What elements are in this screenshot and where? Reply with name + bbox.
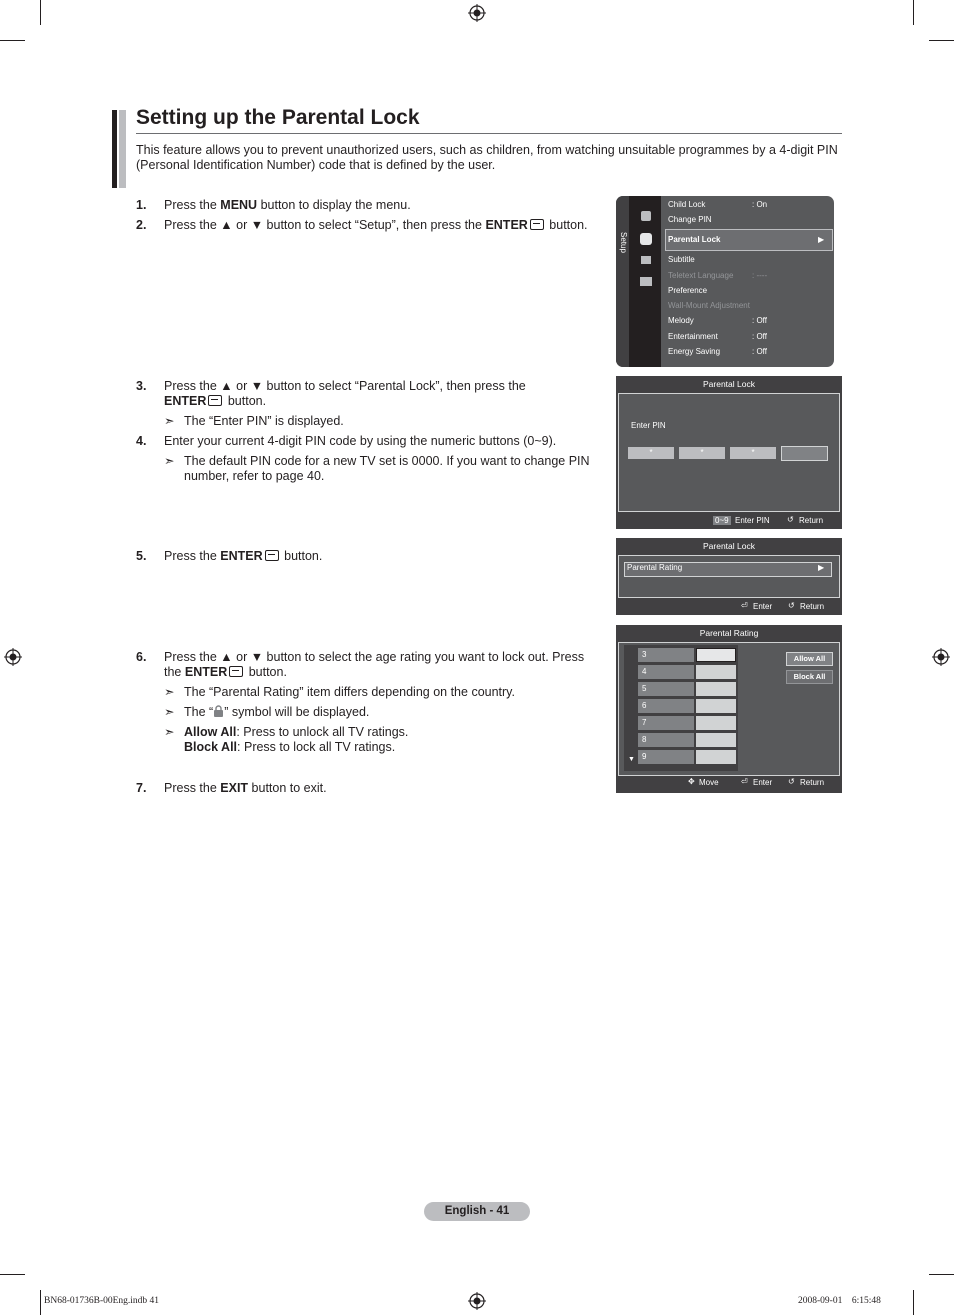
pin-digit-field[interactable]: *	[628, 447, 674, 459]
menu-value: : On	[752, 200, 768, 209]
page-number: English - 41	[424, 1202, 530, 1221]
enter-icon	[229, 666, 243, 677]
step-1-text: Press the MENU button to display the menu.	[164, 198, 411, 212]
return-hint: Return	[800, 602, 825, 611]
screen-title: Parental Lock	[703, 379, 755, 389]
step-number: 2.	[136, 218, 147, 232]
note: ➣ The “Enter PIN” is displayed.	[164, 414, 344, 428]
lock-cell[interactable]	[696, 733, 736, 747]
lock-cell[interactable]	[696, 682, 736, 696]
setup-side-label: Setup	[619, 232, 628, 253]
menu-value: : Off	[752, 332, 767, 341]
screen-title: Parental Rating	[699, 628, 759, 638]
move-hint: Move	[699, 778, 719, 787]
menu-value: : ----	[752, 271, 768, 280]
step-7-text: Press the EXIT button to exit.	[164, 781, 327, 795]
menu-item-entertainment[interactable]: Entertainment	[668, 332, 718, 341]
menu-item-wall-mount: Wall-Mount Adjustment	[668, 301, 750, 310]
print-timestamp: 2008-09-01 6:15:48	[798, 1296, 881, 1306]
enter-icon	[530, 219, 544, 230]
return-hint: Return	[799, 516, 824, 525]
registration-mark-icon	[468, 1292, 486, 1310]
rating-label: 3	[642, 650, 647, 659]
lock-cell[interactable]	[696, 699, 736, 713]
step-number: 6.	[136, 650, 147, 664]
step-6-text: Press the ▲ or ▼ button to select the age rating you want to lock out. Press the ENTER button.	[164, 650, 585, 679]
crop-mark	[929, 40, 954, 41]
step-3-text: Press the ▲ or ▼ button to select “Parental Lock”, then press the ENTER button.	[164, 379, 526, 408]
return-hint: Return	[800, 778, 825, 787]
pin-digit-field[interactable]: *	[730, 447, 776, 459]
numeric-key-badge: 0~9	[715, 516, 729, 525]
enter-pin-screen	[616, 376, 842, 529]
note: ➣ The “ ” symbol will be displayed.	[164, 705, 370, 719]
title-accent-bar	[112, 110, 117, 188]
step-number: 3.	[136, 379, 147, 393]
note: ➣ The default PIN code for a new TV set is 0000. If you want to change PIN	[164, 454, 590, 468]
rating-label: 7	[642, 718, 647, 727]
rating-label: 5	[642, 684, 647, 693]
enter-pin-label: Enter PIN	[631, 421, 666, 430]
rating-label: 4	[642, 667, 647, 676]
step-5-text: Press the ENTER button.	[164, 549, 323, 563]
submenu-arrow-icon: ▶	[818, 563, 825, 572]
menu-item-teletext-language: Teletext Language	[668, 271, 734, 280]
file-info: BN68-01736B-00Eng.indb 41	[44, 1296, 160, 1306]
screen-title: Parental Lock	[703, 541, 755, 551]
lock-cell[interactable]	[696, 716, 736, 730]
return-icon: ↺	[788, 601, 795, 610]
step-number: 4.	[136, 434, 147, 448]
setup-menu-screen	[616, 196, 834, 367]
lock-cell[interactable]	[696, 665, 736, 679]
registration-mark-icon	[4, 648, 22, 666]
enter-hint: Enter	[753, 778, 773, 787]
crop-mark	[0, 40, 25, 41]
lock-icon	[213, 705, 224, 718]
title-accent-bar	[119, 110, 126, 188]
move-icon: ✥	[688, 777, 695, 786]
step-number: 1.	[136, 198, 147, 212]
page-title: Setting up the Parental Lock	[136, 106, 420, 129]
enter-hint: Enter	[753, 602, 773, 611]
step-4-text: Enter your current 4-digit PIN code by using the numeric buttons (0~9).	[164, 434, 557, 448]
lock-cell[interactable]	[696, 750, 736, 764]
picture-icon	[641, 211, 651, 221]
menu-value: : Off	[752, 347, 767, 356]
return-icon: ↺	[787, 515, 794, 524]
crop-mark	[929, 1274, 954, 1275]
lock-cell[interactable]	[696, 648, 736, 662]
parental-lock-screen	[616, 538, 842, 615]
registration-mark-icon	[468, 4, 486, 22]
return-icon: ↺	[788, 777, 795, 786]
note: ➣ The “Parental Rating” item differs depending on the country.	[164, 685, 515, 699]
menu-item-parental-lock[interactable]: Parental Lock	[668, 235, 721, 244]
crop-mark	[913, 0, 914, 25]
enter-pin-hint: Enter PIN	[735, 516, 770, 525]
input-icon	[641, 256, 651, 264]
scroll-down-icon[interactable]: ▼	[628, 756, 635, 763]
application-icon	[640, 277, 652, 286]
menu-item-child-lock[interactable]: Child Lock	[668, 200, 706, 209]
allow-all-button[interactable]: Allow All	[786, 652, 833, 666]
crop-mark	[913, 1290, 914, 1315]
rating-label: 6	[642, 701, 647, 710]
pin-digit-field[interactable]: *	[679, 447, 725, 459]
parental-rating-screen	[616, 625, 842, 793]
registration-mark-icon	[932, 648, 950, 666]
menu-value: : Off	[752, 316, 767, 325]
rating-label: 9	[642, 752, 647, 761]
block-all-button[interactable]: Block All	[786, 670, 833, 684]
enter-icon	[265, 550, 279, 561]
setup-gear-icon	[640, 233, 652, 245]
step-2-text: Press the ▲ or ▼ button to select “Setup”, then press the ENTER button.	[164, 218, 588, 232]
menu-item-melody[interactable]: Melody	[668, 316, 694, 325]
crop-mark	[40, 1290, 41, 1315]
step-number: 5.	[136, 549, 147, 563]
step-number: 7.	[136, 781, 147, 795]
rating-label: 8	[642, 735, 647, 744]
menu-item-subtitle[interactable]: Subtitle	[668, 255, 695, 264]
enter-icon	[208, 395, 222, 406]
menu-item-change-pin[interactable]: Change PIN	[668, 215, 712, 224]
menu-item-preference[interactable]: Preference	[668, 286, 708, 295]
intro-paragraph: This feature allows you to prevent unauthorized users, such as children, from watching unsuitable programmes by a 4-digit PIN (Personal Identification Number) code that is defined by the user.	[136, 143, 838, 172]
pin-digit-field[interactable]	[781, 446, 828, 461]
note: ➣ Allow All: Press to unlock all TV ratings.	[164, 725, 409, 739]
parental-rating-label: Parental Rating	[627, 563, 683, 572]
crop-mark	[0, 1274, 25, 1275]
enter-icon: ⏎	[741, 777, 748, 786]
enter-icon: ⏎	[741, 601, 748, 610]
side-strip	[616, 196, 629, 367]
divider	[136, 133, 842, 134]
crop-mark	[40, 0, 41, 25]
menu-item-energy-saving[interactable]: Energy Saving	[668, 347, 721, 356]
submenu-arrow-icon: ▶	[818, 235, 825, 244]
